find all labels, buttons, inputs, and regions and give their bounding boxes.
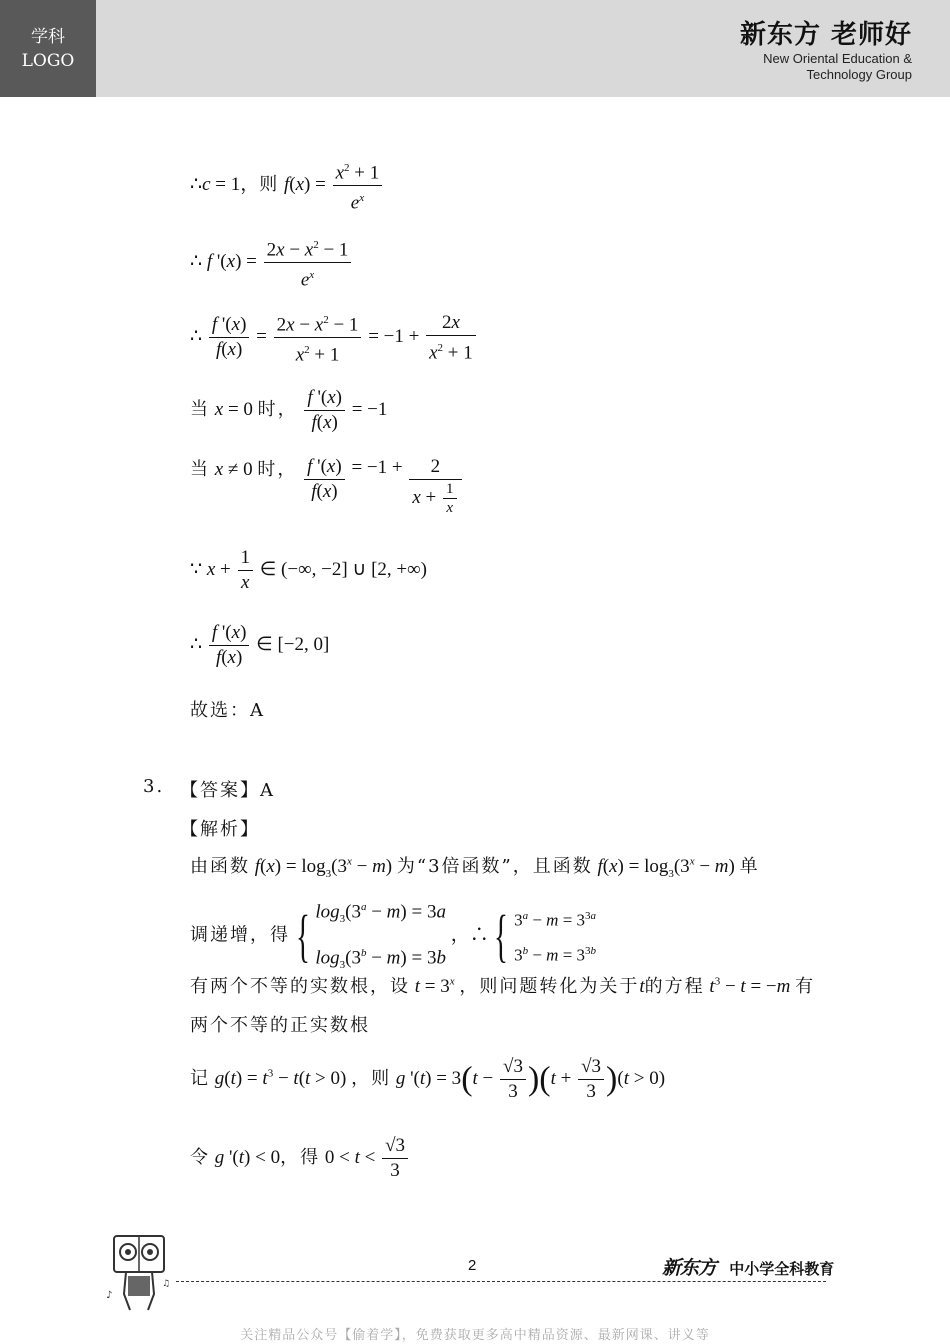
logo-line2: LOGO xyxy=(21,51,75,71)
p3-line6: 令 g '(t) < 0，得 0 < t < $\frac{√3}{3}$ xyxy=(190,1134,410,1183)
brand-en-line2: Technology Group xyxy=(806,67,912,82)
brand-block xyxy=(740,14,912,83)
svg-text:♫: ♫ xyxy=(162,1279,171,1289)
answer-label: 【答案】A xyxy=(180,780,275,801)
eq-ratio-range: ∴ $\frac{f '(x)}{f(x)}$ ∈ [−2, 0] xyxy=(190,622,330,668)
p3-line5: 记 $g(t) = t^3 - t(t > 0)$ ，则 g '(t) = 3(t − $\frac{√3}{3}$ )(t + $\frac{√3}{3}$ )(t > 0) xyxy=(190,1056,666,1102)
conclusion-prev: 故选：A xyxy=(190,700,265,721)
logo-line1: 学科 xyxy=(31,27,65,47)
p3-line4: 两个不等的正实数根 xyxy=(190,1015,370,1036)
mascot-icon xyxy=(104,1234,174,1314)
page-number: 2 xyxy=(468,1257,477,1274)
eq-derivative: ∴ f '(x) = $\frac{2x - x^2 - 1}{e^x}$ xyxy=(190,233,353,293)
page-header xyxy=(0,0,950,97)
p3-line2: 调递增，得 { $\log_3(3^a - m) = 3a$ $\log_3(3^b - m) = 3b$ ，∴ { $3^a - m = 3^{3a}$ $3^b - m = 3^{3b}$ xyxy=(190,901,597,972)
footer-brand-text: 中小学全科教育 xyxy=(729,1260,835,1278)
problem-number: 3. xyxy=(143,776,165,797)
svg-text:♪: ♪ xyxy=(106,1290,113,1301)
subject-logo xyxy=(0,0,96,97)
eq-case-zero: 当 x = 0 时， $\frac{f '(x)}{f(x)}$ = −1 xyxy=(190,387,388,433)
eq-case-nonzero: 当 x ≠ 0 时， $\frac{f '(x)}{f(x)}$ = −1 + 2 x + $\frac{1}{x}$ xyxy=(190,455,464,517)
brand-title: 新东方 老师好 xyxy=(739,20,912,50)
eq-c-equals-1: ∴c = 1，则 f(x) = $\frac{x^2 + 1}{e^x}$ xyxy=(190,156,384,216)
eq-ratio: ∴ $\frac{f '(x)}{f(x)}$ = $\frac{2x - x^2 - 1}{x^2 + 1}$ = −1 + $\frac{2x}{x^2 + 1}$ xyxy=(190,308,478,368)
footer-divider xyxy=(176,1281,826,1282)
p3-line1: 由函数 $f(x) = \log_3(3^x - m)$ 为“3倍函数”，且函数 $f(x) = \log_3(3^x - m)$ 单 xyxy=(190,855,760,880)
footer-brand xyxy=(662,1253,834,1280)
brand-en-line1: New Oriental Education & xyxy=(763,51,912,66)
xdf-logo: 新东方 xyxy=(662,1257,717,1279)
p3-line3: 有两个不等的实数根，设 $t = 3^x$ ，则问题转化为关于t的方程 $t^3 - t = -m$ 有 xyxy=(190,975,816,997)
analysis-label: 【解析】 xyxy=(180,819,260,840)
footer-note: 关注精品公众号【偷着学】，免费获取更多高中精品资源、最新网课、讲义等 xyxy=(240,1328,710,1343)
eq-range-x: ∵ x + $\frac{1}{x}$ ∈ (−∞, −2] ∪ [2, +∞) xyxy=(190,547,428,593)
